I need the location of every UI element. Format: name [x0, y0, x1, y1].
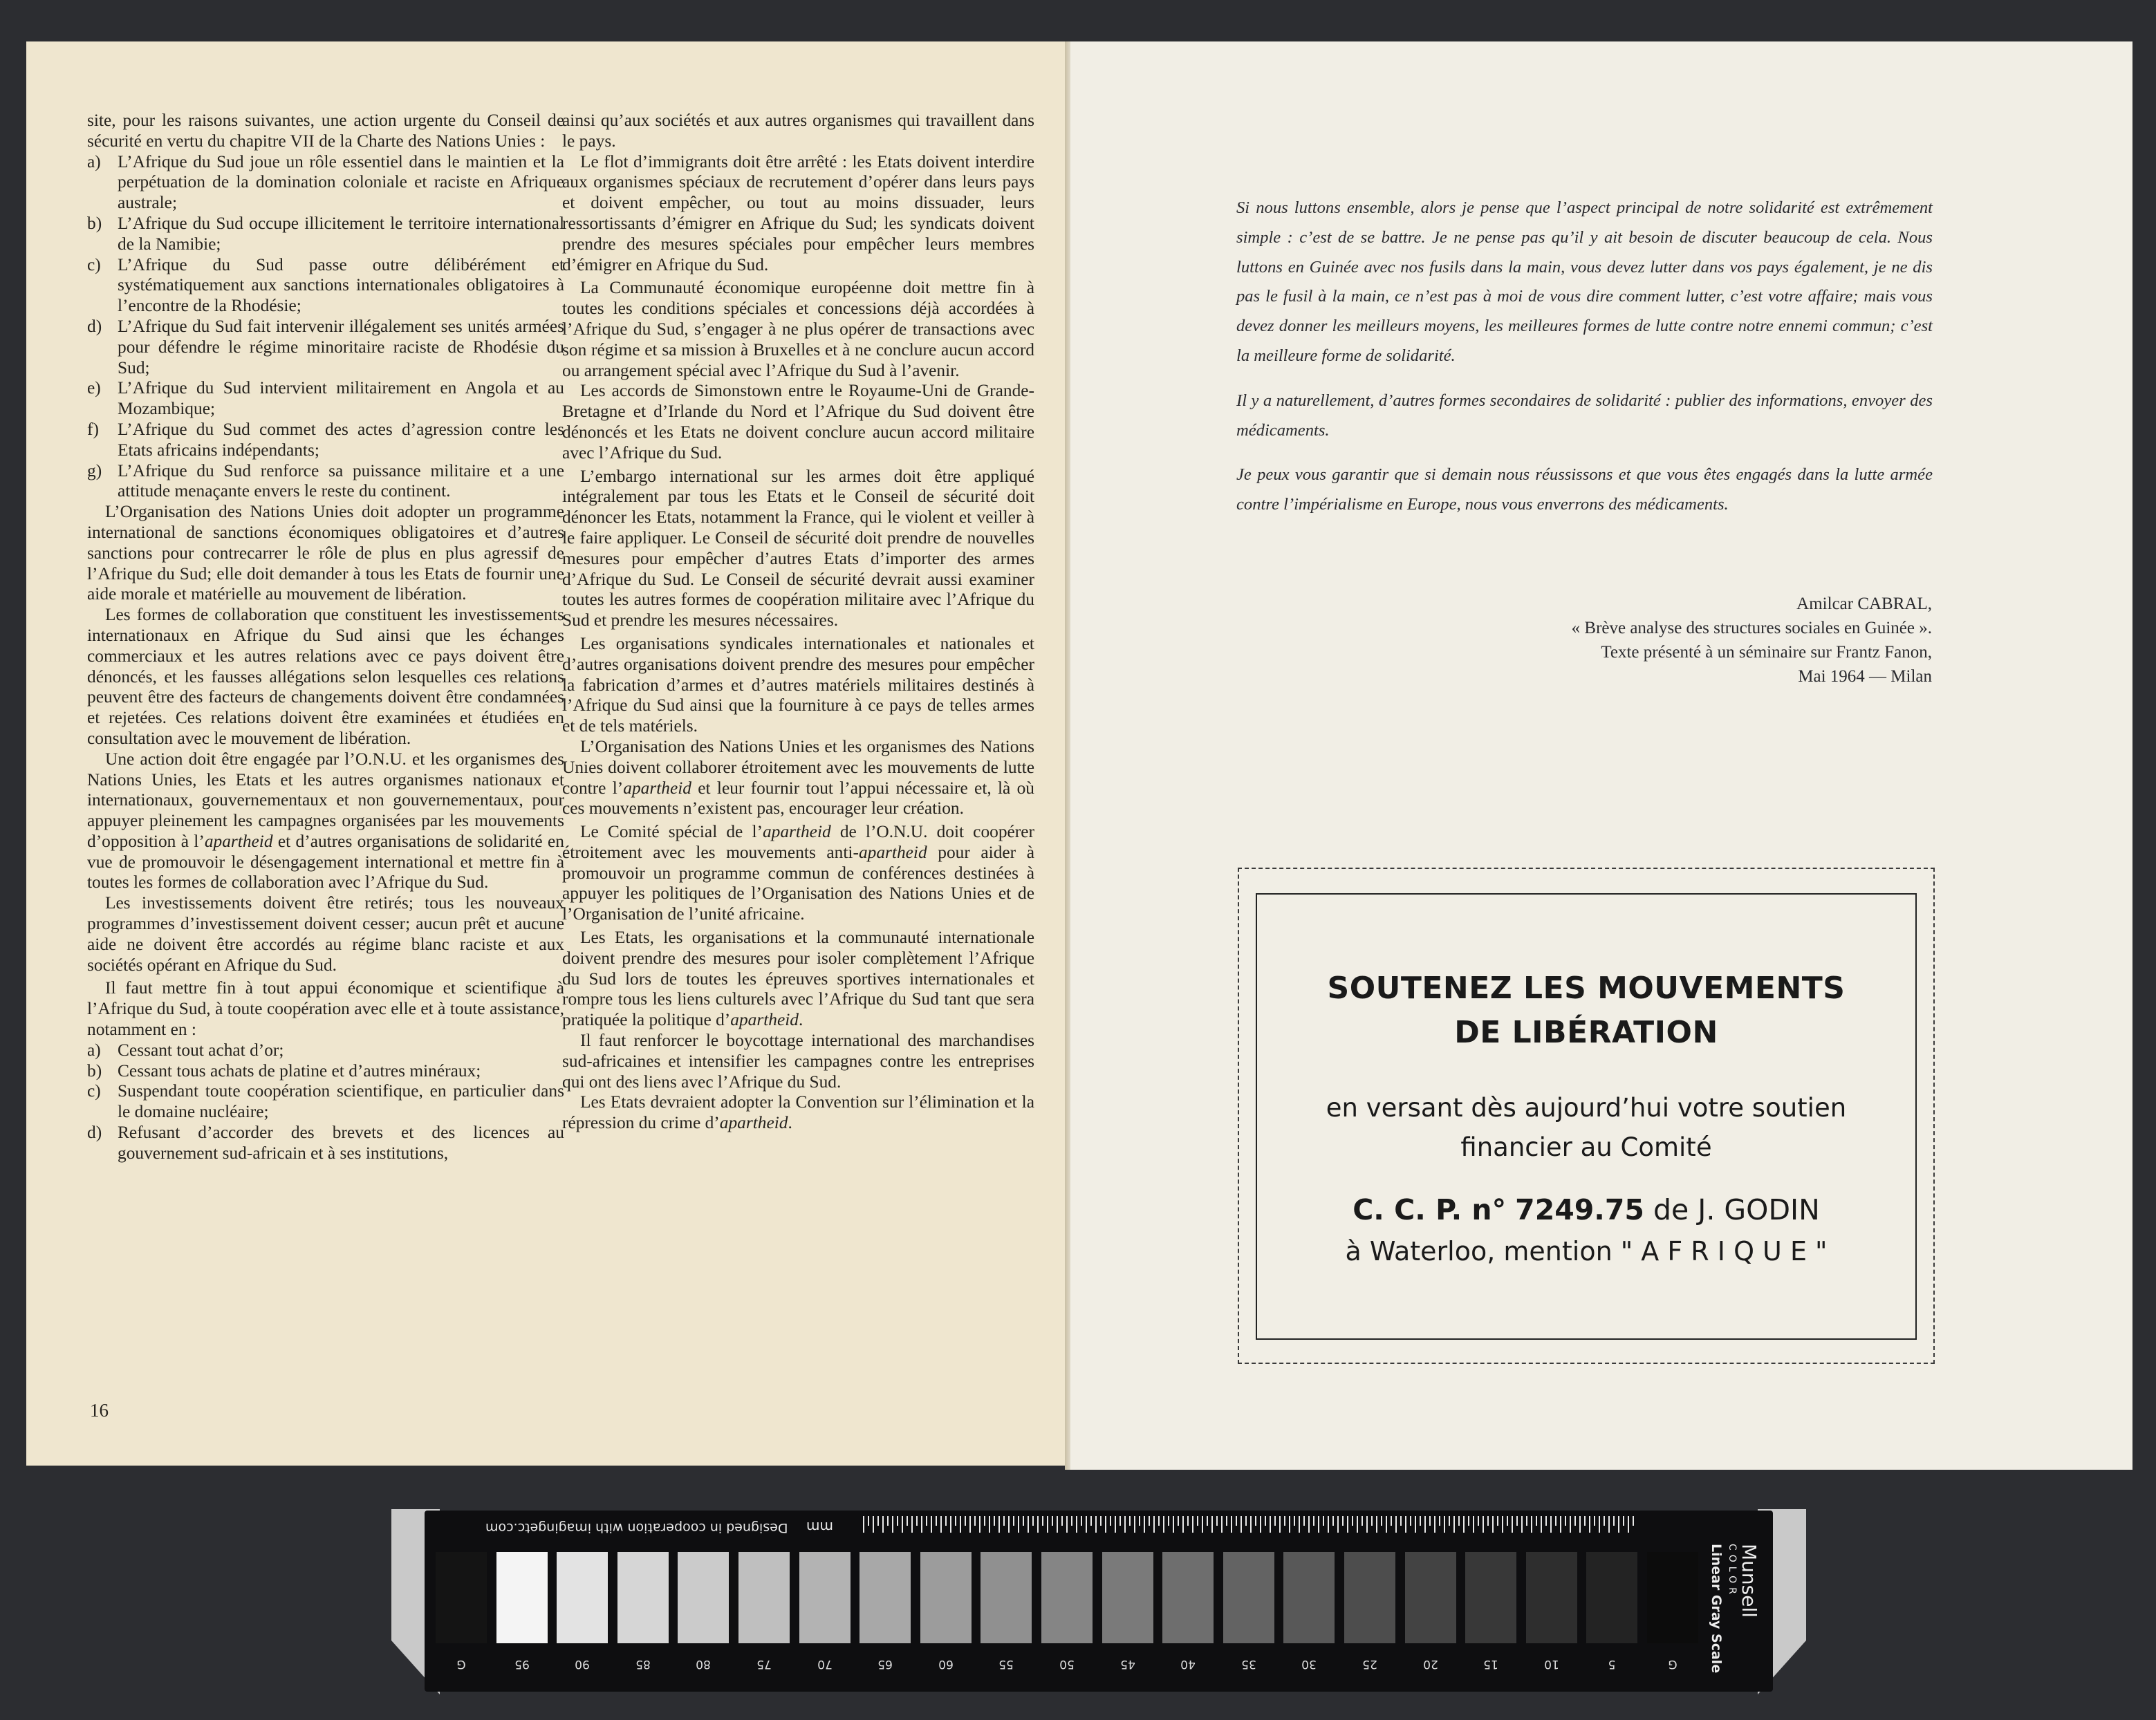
munsell-brand-sub: COLOR: [1727, 1544, 1738, 1598]
gray-patch-label: 70: [817, 1657, 833, 1671]
gray-patch-label: 5: [1608, 1657, 1616, 1671]
list-item: [87, 1061, 564, 1082]
paragraph: Les accords de Simonstown entre le Royaume-Uni de Grande-Bretagne et d’Irlande du Nord et l’Afrique du Sud doivent être dénoncés et les Etats ne doivent conclure aucun accord militaire avec l’Afrique du Sud.: [562, 381, 1034, 462]
quote-signature: [1572, 592, 1932, 689]
gray-patch-label: 25: [1362, 1657, 1377, 1671]
gray-patch-label: 75: [756, 1657, 772, 1671]
gray-patch: [617, 1552, 669, 1643]
paragraph: Il faut renforcer le boycottage international des marchandises sud-africaines et intensifier les campagnes contre les entreprises qui ont des liens avec l’Afrique du Sud.: [562, 1031, 1034, 1092]
list-item-text: L’Afrique du Sud commet des actes d’agression contre les Etats africains indépendants;: [118, 419, 564, 460]
gray-patch: [496, 1552, 548, 1643]
list-item: [87, 1040, 564, 1061]
gray-patch-label: 45: [1119, 1657, 1135, 1671]
paragraph: Le Comité spécial de l’apartheid de l’O.N.U. doit coopérer étroitement avec les mouvements anti-apartheid pour aider à promouvoir un programme commun de conférences destinées à appuyer les politiques de l’Organisation des Nations Unies et de l’Organisation de l’unité africaine.: [562, 822, 1034, 924]
list-item-text: L’Afrique du Sud joue un rôle essentiel dans le maintien et la perpétuation de la domination coloniale et raciste en Afrique australe;: [118, 151, 564, 213]
mm-ruler-minor: [863, 1516, 1637, 1526]
list-item-label: g): [87, 460, 102, 480]
list-item-label: a): [87, 1040, 101, 1060]
gray-patch-label: 20: [1422, 1657, 1438, 1671]
gray-patch: [1647, 1552, 1698, 1643]
gray-patch: [1223, 1552, 1274, 1643]
list-item-text: Suspendant toute coopération scientifique, en particulier dans le domaine nucléaire;: [118, 1081, 564, 1122]
paragraph: L’Organisation des Nations Unies et les organismes des Nations Unies doivent collaborer étroitement avec les mouvements de lutte contre l’apartheid et leur fournir tout l’appui nécessaire et, là où ces mouvements n’existent pas, encourager leur création.: [562, 736, 1035, 819]
list-item-text: L’Afrique du Sud fait intervenir illégalement ses unités armées pour défendre le régime minoritaire raciste de Rhodésie du Sud;: [118, 316, 564, 377]
paragraph: Les formes de collaboration que constituent les investissements internationaux en Afrique du Sud ainsi que les échanges commerciaux et les autres relations avec ce pays doivent être dénoncés, et les fausses allégations selon lesquelles ces relations peuvent être des facteurs de changements doivent être condamnées et rejetées. Ces relations doivent être examinées et étudiées en consultation avec le mouvement de libération.: [87, 605, 564, 748]
list-item: [87, 317, 564, 378]
paragraph: L’embargo international sur les armes doit être appliqué intégralement par tous les Etats et le Conseil de sécurité doit dénoncer les Etats, notamment la France, qui le violent et veiller à le faire appliquer. Le Conseil de sécurité doit prendre de nouvelles mesures pour empêcher d’autres Etats d’importer des armes d’Afrique du Sud. Le Conseil de sécurité devrait aussi examiner toutes les autres formes de coopération militaire avec l’Afrique du Sud et prendre les mesures nécessaires.: [562, 466, 1034, 630]
gray-patch-label: 40: [1180, 1657, 1196, 1671]
list-item-label: b): [87, 213, 102, 233]
page-number: 16: [90, 1400, 109, 1421]
gray-patch: [1162, 1552, 1214, 1643]
gray-patch: [1526, 1552, 1577, 1643]
list-item-label: a): [87, 151, 101, 171]
gray-patch: [859, 1552, 911, 1643]
munsell-brand: Munsell: [1738, 1544, 1760, 1618]
appeal-subtext: [1257, 1088, 1915, 1167]
paragraph: Les investissements doivent être retirés; tous les nouveaux programmes d’investissement doivent cesser; aucun prêt et aucune aide ne doivent être accordés au régime blanc raciste et aux sociétés opérant en Afrique du Sud.: [87, 893, 564, 975]
list-item: [87, 255, 564, 317]
cabral-quote: [1236, 194, 1933, 535]
paragraph: ainsi qu’aux sociétés et aux autres organismes qui travaillent dans le pays.: [562, 111, 1034, 151]
gray-patch-label: 10: [1543, 1657, 1559, 1671]
gray-patch-label: 90: [575, 1657, 591, 1671]
paragraph: Les Etats, les organisations et la communauté internationale doivent prendre des mesures pour isoler complètement l’Afrique du Sud lors de toutes les épreuves sportives internationales et rompre tous les liens culturels avec l’Afrique du Sud tant que sera pratiquée la politique d’apartheid.: [562, 928, 1034, 1030]
list-item-label: b): [87, 1060, 102, 1081]
paragraph: La Communauté économique européenne doit mettre fin à toutes les conditions spéciales et concessions déjà accordées à l’Afrique du Sud, s’engager à ne plus opérer de transactions avec son régime et sa mission à Bruxelles et à ne conclure aucun accord ou arrangement spécial avec l’Afrique du Sud à l’avenir.: [562, 278, 1034, 380]
list-item-label: c): [87, 254, 101, 274]
list-item-label: d): [87, 1123, 102, 1143]
gray-scale-title: Linear Gray Scale: [1709, 1544, 1724, 1674]
list-item: [87, 1081, 564, 1123]
appeal-subtext-line: en versant dès aujourd’hui votre soutien: [1326, 1093, 1847, 1123]
list-item: [87, 420, 564, 461]
gray-patch: [678, 1552, 729, 1643]
gray-patch-label: 30: [1301, 1657, 1317, 1671]
gray-patch: [981, 1552, 1032, 1643]
gray-patch-label: 95: [514, 1657, 530, 1671]
list-item: [87, 461, 564, 503]
list-item-text: L’Afrique du Sud intervient militairement en Angola et au Mozambique;: [118, 378, 564, 419]
gray-patch-label: G: [456, 1657, 466, 1671]
gray-patch: [1102, 1552, 1153, 1643]
gray-patch: [920, 1552, 972, 1643]
gray-scale-card: [391, 1509, 1806, 1696]
gray-patch-label: 85: [635, 1657, 651, 1671]
signature-date: Mai 1964 — Milan: [1798, 667, 1932, 686]
list-item-label: c): [87, 1081, 101, 1101]
left-column-2: [562, 111, 1034, 1134]
quote-paragraph: Si nous luttons ensemble, alors je pense que l’aspect principal de notre solidarité est extrêmement simple : c’est de se battre. Je ne pense pas qu’il y ait besoin de discuter beaucoup de cela. Nous luttons en Guinée avec nos fusils dans la main, vous devez lutter dans vos pays également, je ne dis pas le fusil à la main, ce n’est pas à moi de vous dire comment lutter, c’est votre affaire; mais vous devez donner les meilleurs moyens, les meilleures formes de lutte contre notre ennemi commun; c’est la meilleure forme de solidarité.: [1236, 198, 1933, 365]
list-item-text: L’Afrique du Sud passe outre délibérément et systématiquement aux sanctions internationales obligatoires à l’encontre de la Rhodésie;: [118, 254, 564, 316]
list-item: [87, 1123, 564, 1164]
gray-patch: [738, 1552, 790, 1643]
gray-patch: [1465, 1552, 1516, 1643]
gray-patch: [1041, 1552, 1093, 1643]
appeal-waterloo: à Waterloo, mention " A F R I Q U E ": [1345, 1236, 1828, 1266]
list-item: [87, 378, 564, 420]
gray-patch-label: 60: [938, 1657, 954, 1671]
signature-context: Texte présenté à un séminaire sur Frantz Fanon,: [1601, 643, 1932, 662]
ccp-label: C. C. P. n°: [1353, 1193, 1507, 1226]
signature-work: « Brève analyse des structures sociales en Guinée ».: [1571, 619, 1932, 637]
gray-patch-label: 35: [1240, 1657, 1256, 1671]
left-page: [26, 41, 1070, 1466]
list-item-text: L’Afrique du Sud occupe illicitement le territoire international de la Namibie;: [118, 213, 564, 254]
list-item: [87, 214, 564, 255]
gray-patch: [1283, 1552, 1335, 1643]
appeal-headline: [1257, 966, 1915, 1055]
paragraph: Le flot d’immigrants doit être arrêté : les Etats doivent interdire aux organismes spéciaux de recrutement d’opérer dans leurs pays et doivent empêcher, ou tout au moins dissuader, leurs ressortissants d’émigrer en Afrique du Sud; les syndicats doivent prendre des mesures spéciales pour empêcher leurs membres d’émigrer en Afrique du Sud.: [562, 151, 1034, 274]
list-item-text: Refusant d’accorder des brevets et des licences au gouvernement sud-africain et à ses institutions,: [118, 1123, 564, 1163]
gray-patch-label: 50: [1059, 1657, 1075, 1671]
munsell-label: [1709, 1544, 1760, 1673]
list-item-label: e): [87, 378, 101, 398]
paragraph: Les Etats devraient adopter la Convention sur l’élimination et la répression du crime d’apartheid.: [562, 1092, 1034, 1133]
gray-scale-strip: [425, 1511, 1773, 1692]
list-item: [87, 152, 564, 214]
list-item-label: f): [87, 419, 99, 439]
gray-patch: [1405, 1552, 1456, 1643]
list-item-text: Cessant tout achat d’or;: [118, 1040, 284, 1060]
appeal-headline-line: SOUTENEZ LES MOUVEMENTS: [1327, 971, 1846, 1006]
gray-patch-label: 80: [696, 1657, 712, 1671]
list-item-text: Cessant tous achats de platine et d’autres minéraux;: [118, 1060, 481, 1081]
ccp-recipient: de J. GODIN: [1653, 1193, 1820, 1226]
appeal-subtext-line: financier au Comité: [1460, 1132, 1712, 1162]
gray-scale-credit: Designed in cooperation with imagingetc.com: [485, 1520, 788, 1535]
paragraph: site, pour les raisons suivantes, une action urgente du Conseil de sécurité en vertu du chapitre VII de la Charte des Nations Unies :: [87, 111, 564, 151]
appeal-ccp: [1257, 1188, 1915, 1232]
left-column-1: [87, 111, 564, 1164]
list-item-label: d): [87, 316, 102, 336]
gray-patch: [799, 1552, 851, 1643]
ruler-unit: mm: [806, 1519, 833, 1535]
gray-patch: [557, 1552, 608, 1643]
gray-patch-label: 55: [998, 1657, 1014, 1671]
gray-patch-label: 65: [877, 1657, 893, 1671]
quote-paragraph: Il y a naturellement, d’autres formes secondaires de solidarité : publier des informations, envoyer des médicaments.: [1236, 391, 1933, 440]
gray-patch-label: 15: [1483, 1657, 1499, 1671]
gray-patch: [1344, 1552, 1395, 1643]
appeal-box: [1256, 893, 1917, 1340]
right-page: [1070, 41, 2132, 1470]
gray-patch-label: G: [1668, 1657, 1678, 1671]
quote-paragraph: Je peux vous garantir que si demain nous réussissons et que vous êtes engagés dans la lutte armée contre l’impérialisme en Europe, nous vous enverrons des médicaments.: [1236, 465, 1933, 514]
list-item-text: L’Afrique du Sud renforce sa puissance militaire et a une attitude menaçante envers le reste du continent.: [118, 460, 564, 501]
gray-patch: [436, 1552, 487, 1643]
signature-author: Amilcar CABRAL,: [1796, 595, 1932, 613]
paragraph: L’Organisation des Nations Unies doit adopter un programme international de sanctions économiques obligatoires et d’autres sanctions pour contrecarrer le rôle de plus en plus agressif de l’Afrique du Sud; elle doit demander à tous les Etats de fournir une aide morale et matérielle au mouvement de libération.: [87, 502, 564, 604]
gray-patch: [1586, 1552, 1637, 1643]
ccp-number: 7249.75: [1515, 1193, 1644, 1226]
paragraph: Les organisations syndicales internationales et nationales et d’autres organisations doivent prendre des mesures pour empêcher la fabrication d’armes et d’autres matériels militaires destinés à l’Afrique du Sud ainsi que la fourniture à ce pays de telles armes et de tels matériels.: [562, 633, 1034, 736]
paragraph: Il faut mettre fin à tout appui économique et scientifique à l’Afrique du Sud, à toute coopération avec elle et à toute assistance, notamment en :: [87, 978, 564, 1040]
appeal-headline-line: DE LIBÉRATION: [1454, 1015, 1718, 1050]
paragraph: Une action doit être engagée par l’O.N.U. et les organismes des Nations Unies, les Etats et les autres organismes nationaux et internationaux, gouvernementaux et non gouvernementaux, pour appuyer pleinement les campagnes organisées par les mouvements d’opposition à l’apartheid et d’autres organisations de solidarité en vue de promouvoir le désengagement international et mettre fin à toutes les formes de collaboration avec l’Afrique du Sud.: [87, 749, 564, 892]
